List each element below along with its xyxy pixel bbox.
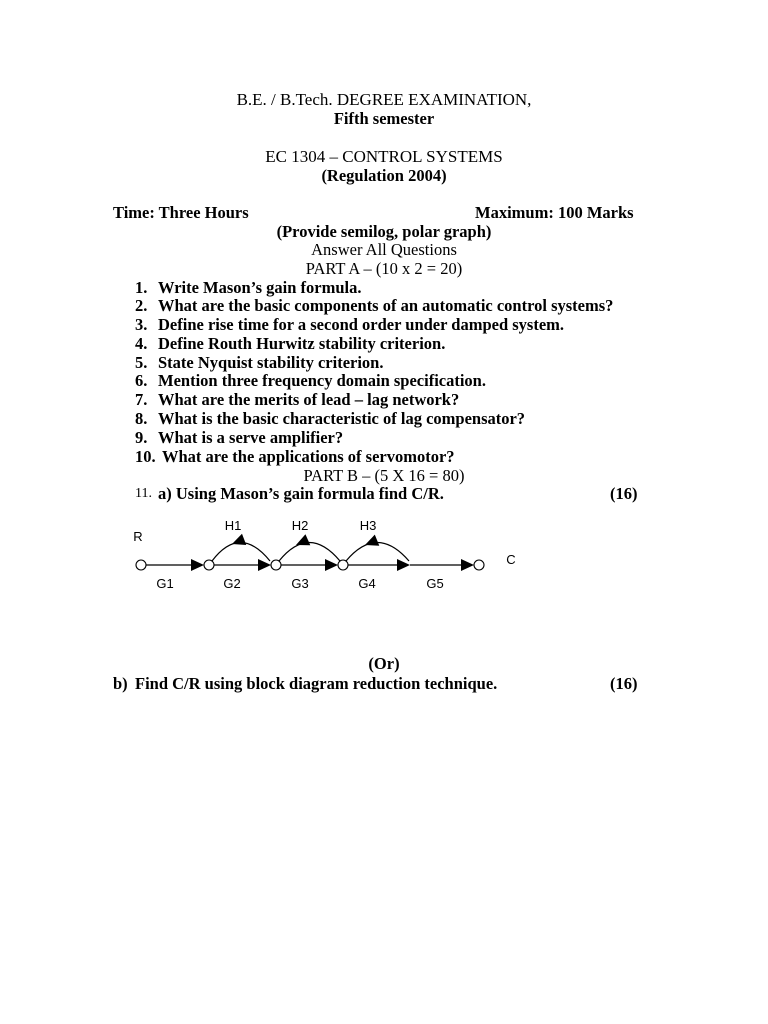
feedback-arc-h1 <box>212 543 270 562</box>
course-title: EC 1304 – CONTROL SYSTEMS <box>265 147 503 166</box>
question-number: 9. <box>135 428 148 447</box>
question-text: What are the basic components of an automatic control systems? <box>158 296 614 315</box>
node <box>338 560 348 570</box>
node <box>271 560 281 570</box>
question-text: Define rise time for a second order under damped system. <box>158 315 565 334</box>
forward-gain-label: G4 <box>358 576 376 591</box>
part-b-heading: PART B – (5 X 16 = 80) <box>303 466 465 485</box>
question-item <box>0 410 768 428</box>
arrowhead <box>325 559 338 571</box>
question-number: 8. <box>135 409 148 428</box>
signal-flow-graph <box>0 500 768 600</box>
node <box>136 560 146 570</box>
question-item <box>0 429 768 447</box>
question-text: Find C/R using block diagram reduction technique. <box>135 674 498 693</box>
exam-duration: Time: Three Hours <box>113 203 249 222</box>
forward-gain-label: G3 <box>291 576 309 591</box>
marks: (16) <box>610 674 638 693</box>
input-label: R <box>133 529 143 544</box>
regulation: (Regulation 2004) <box>321 166 447 185</box>
question-number: 3. <box>135 315 148 334</box>
question-number: 1. <box>135 278 148 297</box>
materials-note: (Provide semilog, polar graph) <box>276 222 492 241</box>
question-item <box>0 279 768 297</box>
forward-gain-label: G1 <box>156 576 174 591</box>
feedback-gain-label: H1 <box>224 518 242 533</box>
exam-title: B.E. / B.Tech. DEGREE EXAMINATION, <box>236 90 532 109</box>
question-item <box>0 335 768 353</box>
maximum-marks: Maximum: 100 Marks <box>475 203 634 222</box>
arrowhead <box>191 559 204 571</box>
question-text: Define Routh Hurwitz stability criterion. <box>158 334 446 353</box>
question-text: What is a serve amplifier? <box>158 428 344 447</box>
arrowhead <box>363 535 380 551</box>
question-text: What are the applications of servomotor? <box>162 447 455 466</box>
forward-gain-label: G5 <box>426 576 444 591</box>
arrowhead <box>461 559 474 571</box>
feedback-arc-h2 <box>279 543 340 562</box>
question-number: 7. <box>135 390 148 409</box>
question-item <box>0 354 768 372</box>
arrowhead <box>230 534 246 550</box>
question-text: What are the merits of lead – lag network? <box>158 390 460 409</box>
question-item <box>0 372 768 390</box>
marks: (16) <box>610 484 638 503</box>
question-item <box>0 316 768 334</box>
question-text: Write Mason’s gain formula. <box>158 278 362 297</box>
feedback-gain-label: H2 <box>291 518 309 533</box>
question-number: 2. <box>135 296 148 315</box>
output-label: C <box>506 552 516 567</box>
question-label: b) <box>113 674 128 693</box>
semester: Fifth semester <box>333 109 435 128</box>
instruction: Answer All Questions <box>311 240 457 259</box>
arrowhead <box>258 559 271 571</box>
question-text: Mention three frequency domain specification. <box>158 371 486 390</box>
question-number: 4. <box>135 334 148 353</box>
question-number: 10. <box>135 447 156 466</box>
question-11b <box>0 675 768 693</box>
question-text: What is the basic characteristic of lag compensator? <box>158 409 526 428</box>
arrowhead <box>294 534 311 550</box>
question-number: 6. <box>135 371 148 390</box>
question-number: 5. <box>135 353 148 372</box>
question-item <box>0 391 768 409</box>
question-number: 11. <box>135 486 152 501</box>
feedback-gain-label: H3 <box>359 518 377 533</box>
question-text: State Nyquist stability criterion. <box>158 353 384 372</box>
question-item <box>0 297 768 315</box>
node <box>204 560 214 570</box>
question-text: a) Using Mason’s gain formula find C/R. <box>158 484 444 503</box>
question-item <box>0 448 768 466</box>
or-separator: (Or) <box>368 654 400 673</box>
forward-gain-label: G2 <box>223 576 241 591</box>
part-a-heading: PART A – (10 x 2 = 20) <box>305 259 463 278</box>
node <box>474 560 484 570</box>
